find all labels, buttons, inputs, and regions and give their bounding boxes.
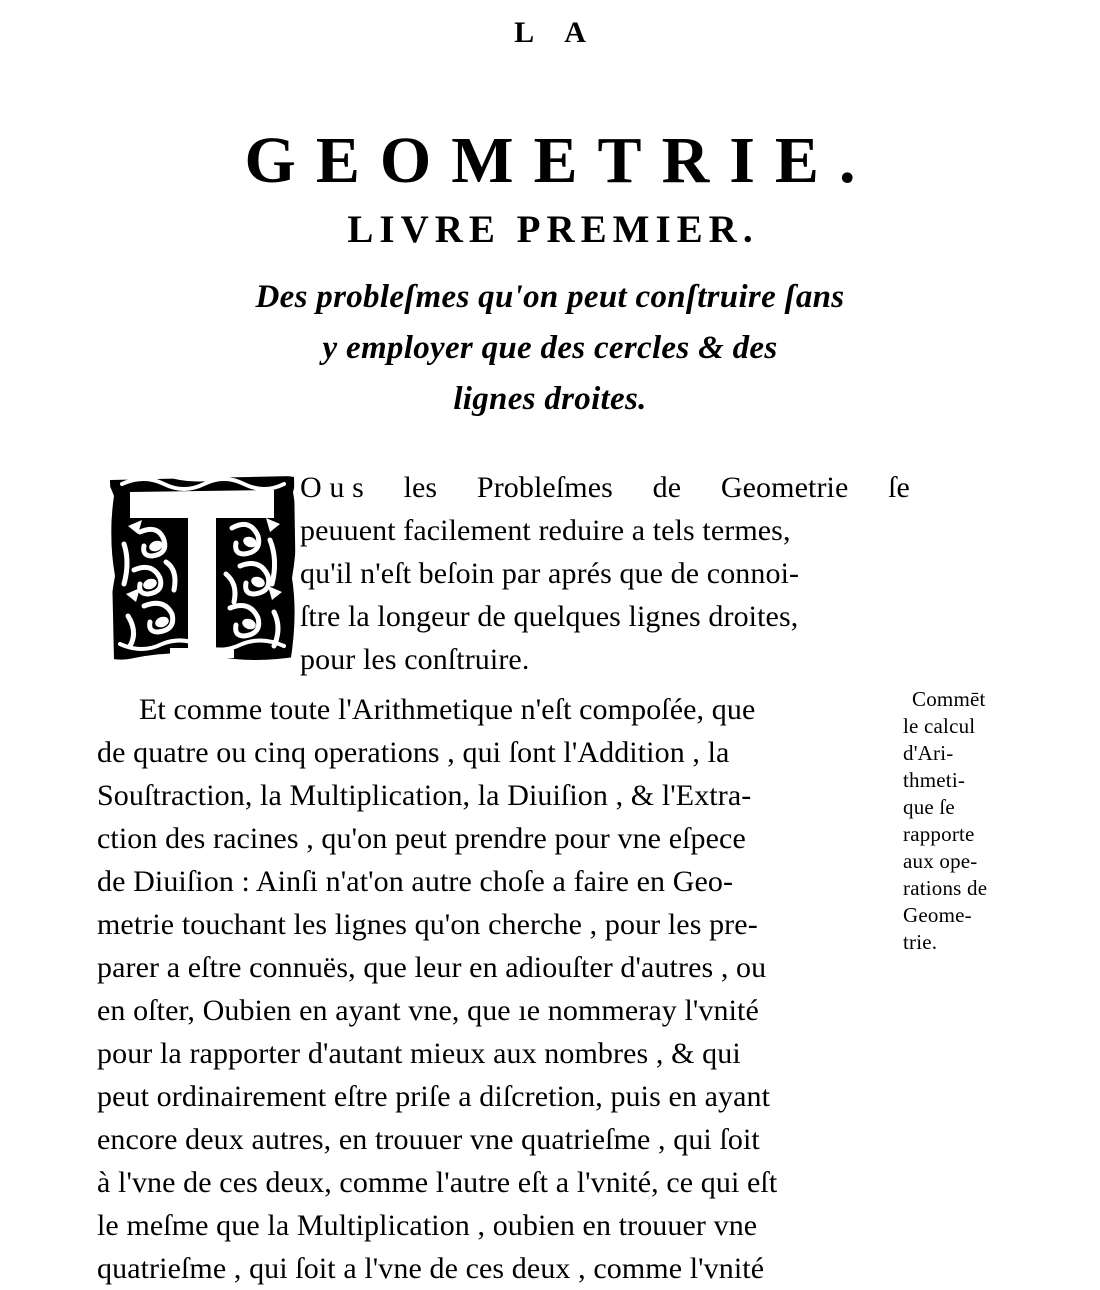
chapter-subtitle (0, 272, 1100, 425)
text-line: en oſter, Oubien en ayant vne, que ıe nommeray l'vnité (97, 994, 759, 1027)
page-supertitle: L A (514, 16, 599, 49)
text-line: le meſme que la Multiplication , oubien en trouuer vne (97, 1209, 758, 1242)
text-line: ction des racines , qu'on peut prendre pour vne eſpece (97, 822, 746, 855)
subtitle-line: Des probleſmes qu'on peut conſtruire ſans (255, 279, 845, 315)
text-line: de quatre ou cinq operations , qui ſont l'Addition , la (97, 736, 730, 769)
text-segment: les (403, 471, 438, 504)
marginal-note-line: rapporte (903, 822, 975, 846)
text-line: pour les conſtruire. (300, 643, 530, 676)
body-text-column (97, 688, 903, 1290)
book-heading: LIVRE PREMIER. (347, 208, 759, 252)
text-line: parer a eſtre connuës, que leur en adiouſter d'autres , ou (97, 951, 767, 984)
text-line: à l'vne de ces deux, comme l'autre eſt a l'vnité, ce qui eſt (97, 1166, 778, 1199)
text-segment: Geometrie (720, 471, 849, 504)
text-line: Souſtraction, la Multiplication, la Diuiſion , & l'Extra- (97, 779, 752, 812)
drop-cap-initial-t (104, 466, 300, 664)
marginal-note-line: trie. (903, 930, 938, 954)
text-segment: de (652, 471, 682, 504)
text-line: metrie touchant les lignes qu'on cherche , pour les pre- (97, 908, 758, 941)
text-line: pour la rapporter d'autant mieux aux nombres , & qui (97, 1037, 741, 1070)
marginal-note-line: thmeti- (903, 768, 966, 792)
text-line: quatrieſme , qui ſoit a l'vne de ces deux , comme l'vnité (97, 1252, 765, 1285)
marginal-note-line: que ſe (903, 795, 955, 819)
text-line: qu'il n'eſt beſoin par aprés que de connoi- (300, 557, 800, 590)
marginal-note (903, 686, 1093, 956)
subtitle-line: y employer que des cercles & des (322, 330, 778, 366)
text-segment: ſe (888, 471, 910, 504)
marginal-note-line: rations de (903, 876, 988, 900)
subtitle-line: lignes droites. (453, 381, 647, 417)
text-line: peut ordinairement eſtre priſe a diſcretion, puis en ayant (97, 1080, 771, 1113)
text-line: encore deux autres, en trouuer vne quatrieſme , qui ſoit (97, 1123, 760, 1156)
ornate-initial-woodcut-icon (104, 466, 300, 664)
text-line: peuuent facilement reduire a tels termes, (300, 514, 791, 547)
text-segment: Probleſmes (476, 471, 613, 504)
marginal-note-line: Geome- (903, 903, 972, 927)
page-title: GEOMETRIE. (244, 124, 876, 198)
marginal-note-line: d'Ari- (903, 741, 954, 765)
text-line: de Diuiſion : Ainſi n'at'on autre choſe a faire en Geo- (97, 865, 734, 898)
text-line: ſtre la longeur de quelques lignes droites, (300, 600, 799, 633)
marginal-note-line: le calcul (903, 714, 976, 738)
text-line: Et comme toute l'Arithmetique n'eſt compoſée, que (139, 693, 756, 726)
text-segment: O u s (300, 471, 364, 504)
opening-paragraph (300, 466, 910, 681)
marginal-note-line: aux ope- (903, 849, 978, 873)
text-line (300, 466, 910, 509)
marginal-note-line: Commēt (912, 687, 986, 711)
